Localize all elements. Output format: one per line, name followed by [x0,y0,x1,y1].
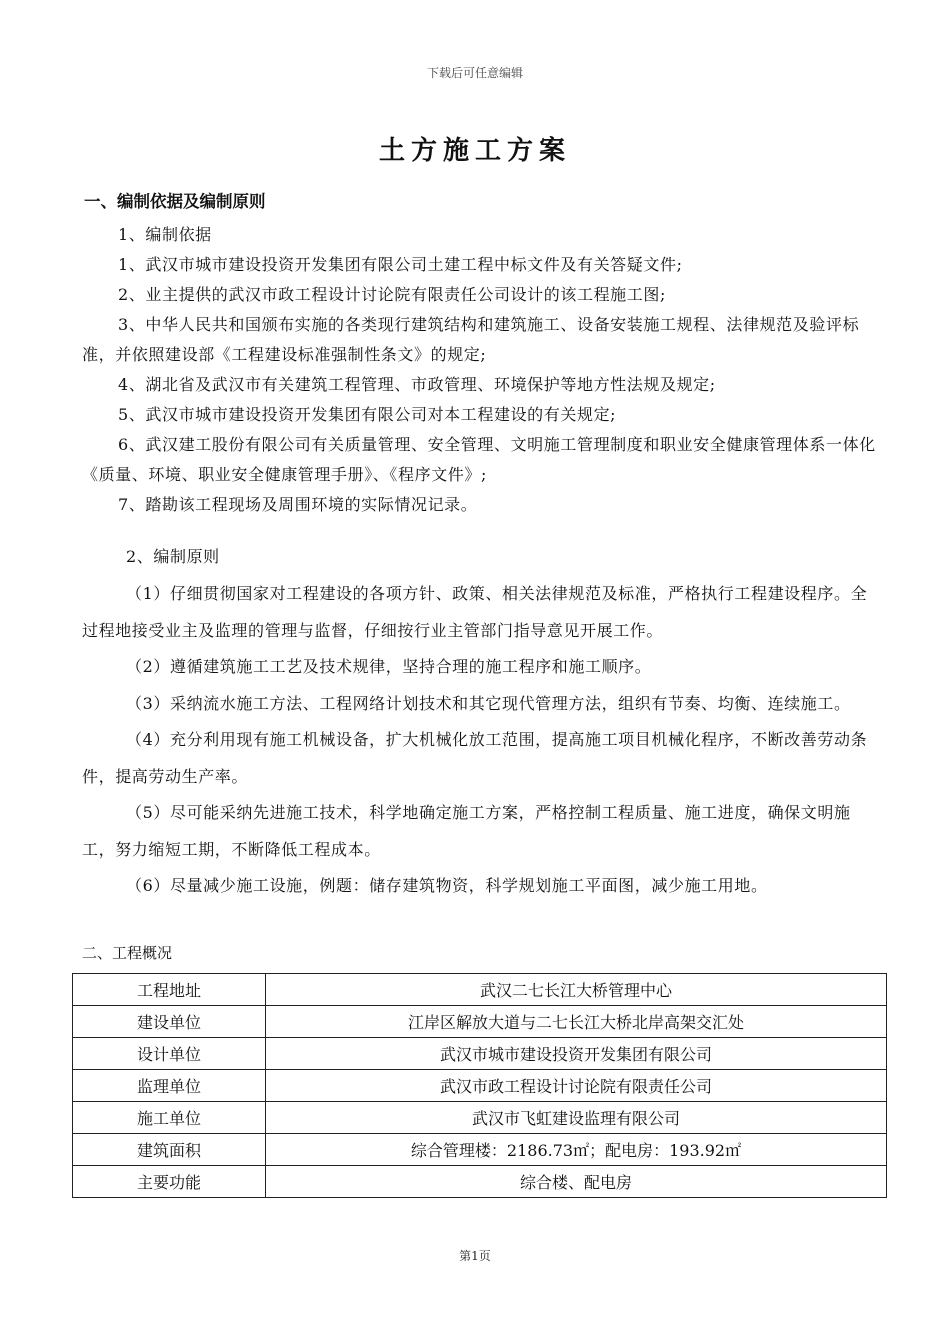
table-row [73,1166,887,1198]
table-label: 施工单位 [73,1102,266,1134]
basis-item: 4、湖北省及武汉市有关建筑工程管理、市政管理、环境保护等地方性法规及规定; [118,375,716,394]
table-row [73,1006,887,1038]
table-label: 监理单位 [73,1070,266,1102]
principle-item: （3）采纳流水施工方法、工程网络计划技术和其它现代管理方法，组织有节奏、均衡、连续施工。 [126,693,851,713]
principles-heading: 2、编制原则 [126,547,220,566]
table-row [73,1134,887,1166]
principle-item: （1）仔细贯彻国家对工程建设的各项方针、政策、相关法律规范及标准，严格执行工程建设程序。全过程地接受业主及监理的管理与监督，仔细按行业主管部门指导意见开展工作。 [82,584,868,640]
table-value: 综合楼、配电房 [266,1166,887,1198]
section-heading-1: 一、编制依据及编制原则 [84,192,266,211]
table-value: 江岸区解放大道与二七长江大桥北岸高架交汇处 [266,1006,887,1038]
basis-item: 5、武汉市城市建设投资开发集团有限公司对本工程建设的有关规定; [118,405,617,424]
table-label: 工程地址 [73,974,266,1006]
principle-item: （2）遵循建筑施工工艺及技术规律，坚持合理的施工程序和施工顺序。 [126,657,652,676]
table-row [73,1070,887,1102]
table-label: 设计单位 [73,1038,266,1070]
project-overview-table [72,973,887,1198]
table-label: 主要功能 [73,1166,266,1198]
page-number: 第1页 [459,1249,491,1263]
table-value: 武汉市飞虹建设监理有限公司 [266,1102,887,1134]
table-value: 武汉二七长江大桥管理中心 [266,974,887,1006]
document-title: 土方施工方案 [378,136,571,166]
table-label: 建筑面积 [73,1134,266,1166]
basis-item: 7、踏勘该工程现场及周围环境的实际情况记录。 [118,495,478,514]
section-heading-2: 二、工程概况 [82,944,173,962]
principle-item: （6）尽量减少施工设施，例题：储存建筑物资，科学规划施工平面图，减少施工用地。 [126,876,768,895]
basis-item: 1、武汉市城市建设投资开发集团有限公司土建工程中标文件及有关答疑文件; [118,255,683,274]
basis-block [82,220,882,520]
table-row [73,974,887,1006]
principle-item: （5）尽可能采纳先进施工技术，科学地确定施工方案，严格控制工程质量、施工进度，确保文明施工，努力缩短工期，不断降低工程成本。 [82,803,851,859]
basis-item: 6、武汉建工股份有限公司有关质量管理、安全管理、文明施工管理制度和职业安全健康管理体系一体化《质量、环境、职业安全健康管理手册》、《程序文件》; [82,435,876,484]
table-value: 武汉市政工程设计讨论院有限责任公司 [266,1070,887,1102]
basis-item: 3、中华人民共和国颁布实施的各类现行建筑结构和建筑施工、设备安装施工规程、法律规范及验评标准，并依照建设部《工程建设标准强制性条文》的规定; [82,315,860,364]
principle-item: （4）充分利用现有施工机械设备，扩大机械化放工范围，提高施工项目机械化程序，不断改善劳动条件，提高劳动生产率。 [82,730,868,786]
table-value: 武汉市城市建设投资开发集团有限公司 [266,1038,887,1070]
table-value: 综合管理楼：2186.73㎡；配电房：193.92㎡ [266,1134,887,1166]
table-row [73,1102,887,1134]
basis-item: 2、业主提供的武汉市政工程设计讨论院有限责任公司设计的该工程施工图; [118,285,666,304]
table-row [73,1038,887,1070]
table-label: 建设单位 [73,1006,266,1038]
page-header: 下载后可任意编辑 [426,66,523,80]
principles-block [82,542,882,905]
basis-heading: 1、编制依据 [118,225,212,244]
